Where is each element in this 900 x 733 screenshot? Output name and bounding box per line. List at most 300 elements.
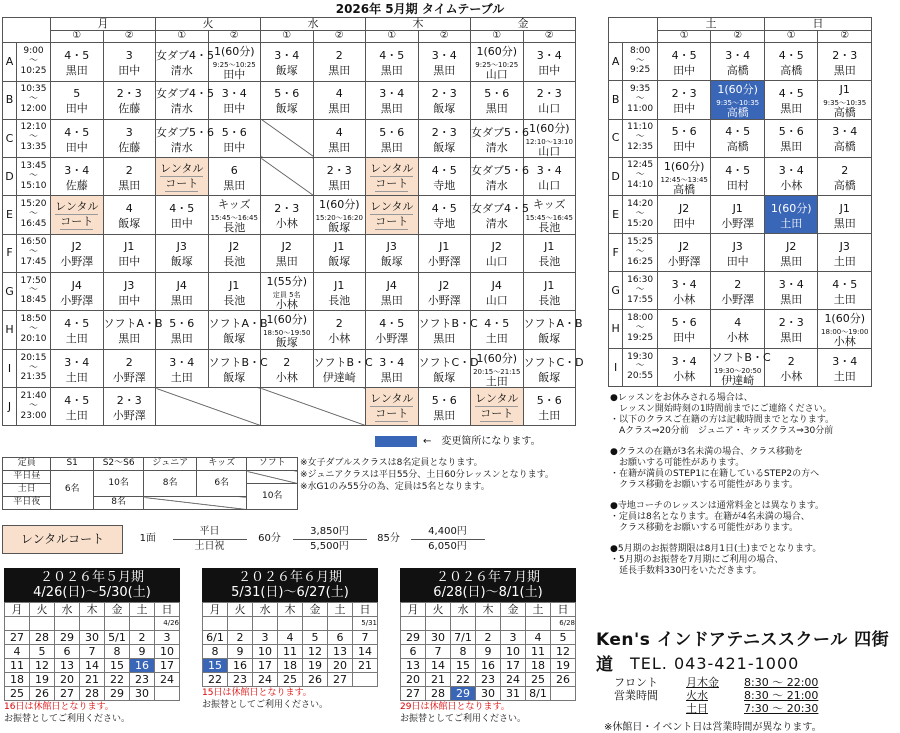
note-line [610, 534, 900, 544]
lesson-slot [261, 234, 314, 272]
period-label: D [3, 158, 17, 196]
lesson-slot [51, 272, 104, 311]
calendar-day: 22 [451, 673, 476, 687]
lesson-slot [103, 119, 156, 158]
class-level: ソフトC・D [418, 355, 479, 369]
class-time: 9:25〜10:25 [475, 61, 519, 69]
cap-header: ジュニア [144, 458, 197, 471]
coach-name: 小林 [780, 178, 803, 192]
calendar-day: 23 [130, 673, 155, 687]
lesson-slot [156, 234, 209, 272]
slot-header: ② [313, 31, 366, 43]
hours-days: 土日 [686, 701, 708, 715]
calendar-day: 16 [476, 659, 501, 673]
period-time: 15:25 〜 16:25 [623, 234, 658, 272]
coach-name: 飯塚 [223, 332, 246, 346]
period-label: C [609, 119, 623, 157]
calendar-day: 23 [476, 673, 501, 687]
weekday-header: 木 [278, 603, 303, 617]
coach-name: 山口 [485, 255, 508, 269]
calendar-day: 9 [228, 645, 253, 659]
calendar-day: 22 [203, 673, 228, 687]
lesson-slot [523, 158, 576, 196]
rental-court-text: コート [60, 214, 94, 228]
note-line: ・在籍が満員のSTEP1に在籍しているSTEP2の方へ [610, 469, 820, 479]
calendar-day: 14 [353, 645, 378, 659]
cap-empty [144, 497, 247, 510]
class-level: 4・5 [431, 163, 457, 177]
rental-unit: 1面 [139, 533, 156, 545]
class-level: 女ダブ5・6 [471, 163, 529, 177]
coach-name: 土田 [780, 216, 803, 230]
coach-name: 黒田 [380, 293, 403, 307]
coach-name: 黒田 [780, 140, 803, 154]
rental-court-text: コート [375, 406, 409, 420]
calendar-day [155, 687, 180, 701]
calendar-day: 5 [303, 631, 328, 645]
slot-header: ① [261, 31, 314, 43]
coach-name: 田中 [673, 102, 696, 115]
class-level: 2・3 [431, 87, 457, 101]
info-notes [610, 393, 900, 577]
slot-header: ② [103, 31, 156, 43]
weekday-header: 月 [5, 603, 30, 617]
note-line: クラス移動をお願いする可能性があります。 [610, 523, 799, 533]
coach-name: 佐藤 [65, 178, 88, 192]
weekday-header: 土 [526, 603, 551, 617]
coach-name: 小野澤 [60, 255, 94, 269]
lesson-slot [313, 234, 366, 272]
calendar-day: 12 [30, 659, 55, 673]
note-line: ※水G1のみ55分の為、定員は5名となります。 [300, 482, 490, 492]
lesson-slot [313, 158, 366, 196]
note-line: ●レッスンをお休みされる場合は、 [610, 393, 753, 403]
class-level: ソフトB・C [711, 350, 771, 364]
rental-court-text: レンタル [370, 199, 414, 213]
lesson-slot [471, 119, 529, 158]
class-time: 9:25〜10:25 [212, 61, 256, 69]
calendar-day: 5 [551, 631, 576, 645]
lesson-slot [156, 43, 214, 82]
lesson-slot [711, 81, 765, 120]
class-level: 女ダブ4・5 [471, 202, 529, 216]
calendar-day [30, 617, 55, 631]
calendar-day: 26 [551, 673, 576, 687]
class-level: J1 [334, 240, 345, 254]
rental-court-text: コート [375, 214, 409, 228]
calendar-day: 25 [526, 673, 551, 687]
rental-court-label: レンタルコート [3, 526, 123, 554]
coach-name: 黒田 [328, 64, 351, 77]
class-time: 20:15〜21:15 [473, 367, 521, 376]
price: 3,850円 [293, 526, 367, 540]
coach-name: 田中 [673, 216, 696, 230]
lesson-slot [657, 272, 711, 310]
coach-name: 佐藤 [118, 102, 141, 116]
calendar-day: 26 [303, 673, 328, 687]
calendar-day: 4/26 [155, 617, 180, 631]
calendar-day: 30 [130, 687, 155, 701]
period-time: 18:50 〜 20:10 [17, 311, 51, 350]
lesson-slot [208, 311, 268, 350]
class-time: 15:45〜16:45 [210, 214, 258, 223]
class-time: 12:45〜13:45 [660, 175, 708, 184]
period-label: D [609, 157, 623, 196]
calendar-day: 11 [278, 645, 303, 659]
note-line [610, 437, 900, 447]
class-time: 18:00〜19:00 [821, 328, 869, 337]
coach-name: 土田 [833, 369, 856, 383]
slot-header: ② [418, 31, 471, 43]
cap-header: ソフト [247, 458, 298, 471]
calendar-june [202, 568, 378, 711]
coach-name: 黒田 [780, 331, 803, 345]
rental-court-text: コート [375, 176, 409, 190]
period-label: C [3, 119, 17, 158]
class-level: 5 [73, 87, 81, 101]
calendar-day [228, 617, 253, 631]
class-level: 1(60分) [824, 312, 866, 326]
calendar-day: 13 [328, 645, 353, 659]
lesson-slot [764, 119, 818, 157]
cap-value: 10名 [247, 484, 298, 510]
lesson-slot [657, 348, 711, 387]
calendar-header: ２０２６年５月期 4/26(日)〜5/30(土) [4, 568, 180, 602]
coach-name: 田中 [673, 140, 696, 154]
lesson-slot [523, 119, 576, 158]
lesson-slot [261, 349, 314, 388]
class-level: 1(60分) [476, 45, 518, 58]
lesson-slot [818, 272, 872, 310]
lesson-slot [418, 349, 479, 388]
calendar-day [303, 617, 328, 631]
lesson-slot [156, 311, 209, 350]
lesson-slot [471, 81, 524, 119]
price: 4,400円 [411, 526, 485, 540]
lesson-slot [523, 388, 576, 426]
change-legend [375, 432, 541, 447]
class-level: 1(60分) [213, 45, 255, 58]
class-level: 4・5 [832, 277, 858, 291]
class-level: J2 [281, 240, 292, 254]
calendar-day: 7 [80, 645, 105, 659]
rental-price-table [2, 525, 485, 554]
class-level: J1 [544, 278, 555, 292]
hours-days: 火水 [686, 688, 708, 702]
lesson-slot [366, 234, 419, 272]
coach-name: 田中 [538, 64, 561, 77]
note-line: お願いする可能性があります。 [610, 458, 745, 468]
lesson-slot [523, 311, 583, 350]
lesson-slot [51, 158, 104, 196]
calendar-day: 19 [30, 673, 55, 687]
day-header: 火 [156, 18, 261, 31]
slot-header: ① [156, 31, 209, 43]
period-label: G [3, 272, 17, 311]
class-level: 3 [125, 125, 133, 139]
calendar-day: 2 [476, 631, 501, 645]
coach-name: 小野澤 [721, 216, 755, 230]
class-time: 15:20〜16:20 [315, 214, 363, 223]
lesson-slot [103, 234, 156, 272]
class-level: J1 [124, 240, 135, 254]
cap-value: 6名 [51, 471, 93, 510]
coach-name: 飯塚 [275, 102, 298, 116]
class-level: 4・5 [169, 202, 195, 216]
weekday-timetable [2, 17, 584, 426]
period-time: 17:50 〜 18:45 [17, 272, 51, 311]
coach-name: 飯塚 [433, 102, 456, 116]
coach-name: 長池 [223, 293, 246, 307]
hours-label: フロント [614, 675, 658, 689]
hours-time: 8:30 〜 21:00 [744, 688, 819, 702]
lesson-slot [261, 196, 314, 235]
lesson-slot [711, 119, 765, 157]
slot-header: ① [366, 31, 419, 43]
class-level: J2 [679, 239, 690, 253]
hours-time: 8:30 〜 22:00 [744, 675, 819, 689]
weekday-header: 木 [80, 603, 105, 617]
lesson-slot [818, 348, 872, 387]
class-level: 3・4 [169, 355, 195, 369]
class-level: J1 [229, 278, 240, 292]
lesson-slot [523, 81, 576, 119]
coach-name: 長池 [538, 255, 561, 269]
class-level: 1(60分) [266, 313, 308, 327]
weekday-header: 土 [130, 603, 155, 617]
lesson-slot [818, 157, 872, 196]
calendar-header: ２０２６年６月期 5/31(日)〜6/27(土) [202, 568, 378, 602]
calendar-july [400, 568, 576, 725]
calendar-day: 24 [253, 673, 278, 687]
school-logo: Ken's インドアテニススクール 四街道 [596, 630, 890, 675]
calendar-day: 6 [328, 631, 353, 645]
class-level: 4 [125, 202, 133, 216]
calendar-day: 10 [253, 645, 278, 659]
lesson-slot [818, 310, 872, 349]
calendar-day: 30 [80, 631, 105, 645]
class-level: 2 [734, 277, 742, 291]
empty-slot [156, 388, 261, 426]
coach-name: 田中 [118, 255, 141, 269]
empty-slot [261, 388, 366, 426]
calendar-day: 23 [228, 673, 253, 687]
calendar-day: 8 [451, 645, 476, 659]
note-line: ・以下のクラスご在籍の方は記載時間までとなります。 [610, 415, 835, 425]
calendar-day [130, 617, 155, 631]
class-level: 2・3 [778, 316, 804, 330]
calendar-day [476, 617, 501, 631]
class-level: J3 [124, 278, 135, 292]
calendar-day: 3 [253, 631, 278, 645]
coach-name: 黒田 [65, 64, 88, 77]
weekday-header: 金 [303, 603, 328, 617]
class-level: 1(60分) [770, 201, 812, 215]
coach-name: 高橋 [833, 178, 856, 192]
weekday-header: 日 [551, 603, 576, 617]
period-label: E [609, 196, 623, 234]
rental-court-text: レンタル [370, 391, 414, 405]
period-time: 10:35 〜 12:00 [17, 81, 51, 119]
class-level: 4・5 [431, 202, 457, 216]
weekday-header: 木 [476, 603, 501, 617]
lesson-slot [523, 196, 576, 235]
calendar-day: 21 [353, 659, 378, 673]
class-level: 1(55分) [266, 274, 308, 288]
class-level: 5・6 [536, 394, 562, 407]
coach-name: 田中 [726, 254, 749, 268]
lesson-slot [103, 81, 156, 119]
period-label: F [609, 234, 623, 272]
calendar-day: 4 [278, 631, 303, 645]
rental-court-text: レンタル [160, 161, 204, 175]
coach-name: 長池 [223, 255, 246, 269]
calendar-day: 13 [55, 659, 80, 673]
calendar-day: 15 [203, 659, 228, 673]
coach-name: 小野澤 [667, 254, 701, 268]
calendar-day: 19 [551, 659, 576, 673]
class-level: 2・3 [536, 87, 562, 101]
holiday-note: 29日は休館日となります。 [400, 702, 510, 712]
coach-name: 黒田 [275, 255, 298, 269]
lesson-slot [418, 388, 471, 426]
calendar-day: 14 [80, 659, 105, 673]
class-level: J4 [71, 278, 82, 292]
coach-name: 飯塚 [275, 336, 298, 350]
class-level: 5・6 [274, 87, 300, 101]
calendar-day [80, 617, 105, 631]
class-time: 19:30〜20:50 [714, 366, 762, 375]
lesson-slot [51, 234, 104, 272]
coach-name: 飯塚 [538, 370, 561, 384]
class-level: キッズ [532, 198, 566, 212]
lesson-slot [261, 43, 314, 82]
note-line: ・定員は8名となります。在籍が4名未満の場合、 [610, 512, 810, 522]
lesson-slot [418, 119, 471, 158]
cap-empty [247, 471, 298, 484]
calendar-day: 10 [501, 645, 526, 659]
calendar-day [426, 617, 451, 631]
class-level: J2 [71, 240, 82, 254]
weekday-header: 水 [55, 603, 80, 617]
lesson-slot [313, 81, 366, 119]
period-time: 8:00 〜 9:25 [623, 43, 658, 81]
coach-name: 清水 [170, 102, 193, 116]
class-level: 4・5 [671, 48, 697, 62]
class-level: 1(60分) [528, 121, 570, 135]
calendar-day: 3 [501, 631, 526, 645]
lesson-slot [657, 310, 711, 349]
calendar-day: 21 [80, 673, 105, 687]
lesson-slot [103, 43, 156, 82]
note-line: ・5月期のお振替を7月期にご利用の場合、 [610, 555, 784, 565]
cap-header: S2〜S6 [93, 458, 144, 471]
calendar-day: 12 [303, 645, 328, 659]
calendar-day [353, 673, 378, 687]
front-hours [612, 676, 820, 715]
class-level: 2 [335, 317, 343, 331]
duration-85: 85分 [377, 533, 400, 545]
coach-name: 清水 [170, 64, 193, 77]
note-line: レッスン開始時刻の1時間前までにご連絡ください。 [610, 404, 832, 414]
calendar-day [55, 617, 80, 631]
class-level: J2 [679, 201, 690, 215]
coach-name: 飯塚 [433, 140, 456, 154]
lesson-slot [418, 234, 471, 272]
coach-name: 土田 [65, 370, 88, 384]
lesson-slot [764, 234, 818, 272]
empty-slot [261, 119, 314, 158]
lesson-slot [471, 272, 524, 311]
period-time: 9:00 〜 10:25 [17, 43, 51, 82]
coach-name: 黒田 [780, 254, 803, 268]
coach-name: 黒田 [780, 102, 803, 115]
coach-name: 田中 [223, 140, 246, 154]
class-level: J2 [491, 240, 502, 254]
holiday-note: 16日は休館日となります。 [4, 702, 114, 712]
cap-row-label: 平日夜 [3, 497, 51, 510]
class-level: 女ダブ4・5 [156, 49, 214, 62]
lesson-slot [471, 234, 524, 272]
calendar-day: 5/31 [353, 617, 378, 631]
class-level: 4 [335, 87, 343, 101]
lesson-slot [711, 43, 765, 81]
period-label: G [609, 272, 623, 310]
calendar-day: 5/1 [105, 631, 130, 645]
lesson-slot [657, 43, 711, 81]
coach-name: 長池 [328, 293, 351, 307]
phone-number: TEL. 043-421-1000 [630, 654, 800, 673]
class-level: 女ダブ4・5 [156, 87, 214, 101]
class-level: 5・6 [484, 87, 510, 101]
period-time: 16:30 〜 17:55 [623, 272, 658, 310]
class-level: 3・4 [725, 48, 751, 62]
class-level: J1 [732, 201, 743, 215]
calendar-day: 30 [476, 687, 501, 701]
coach-name: 小野澤 [721, 292, 755, 306]
lesson-slot [208, 234, 261, 272]
lesson-slot [471, 196, 529, 235]
class-time: 18:50〜19:50 [263, 329, 311, 338]
class-time: 9:35〜10:35 [823, 99, 867, 107]
class-level: 3・4 [671, 354, 697, 368]
weekday-header: 月 [401, 603, 426, 617]
class-level: 5・6 [671, 316, 697, 330]
class-level: 2 [787, 354, 795, 368]
class-level: ソフトB・C [313, 355, 373, 369]
calendar-day: 7 [426, 645, 451, 659]
class-level: ソフトA・B [523, 317, 583, 331]
lesson-slot [818, 43, 872, 81]
calendar-day: 29 [401, 631, 426, 645]
note-line: クラス移動をお願いする可能性があります。 [610, 480, 799, 490]
lesson-slot [764, 81, 818, 120]
period-label: B [3, 81, 17, 119]
cap-row-label: 平日昼 [3, 471, 51, 484]
calendar-day: 12 [551, 645, 576, 659]
coach-name: 飯塚 [433, 370, 456, 384]
calendar-day: 29 [105, 687, 130, 701]
lesson-slot [366, 349, 419, 388]
coach-name: 黒田 [328, 178, 351, 192]
calendar-day: 5 [30, 645, 55, 659]
class-level: 3・4 [536, 49, 562, 62]
coach-name: 黒田 [833, 216, 856, 230]
class-level: 4・5 [64, 125, 90, 139]
slot-header: ① [471, 31, 524, 43]
cap-header: キッズ [196, 458, 247, 471]
coach-name: 小野澤 [375, 332, 409, 346]
